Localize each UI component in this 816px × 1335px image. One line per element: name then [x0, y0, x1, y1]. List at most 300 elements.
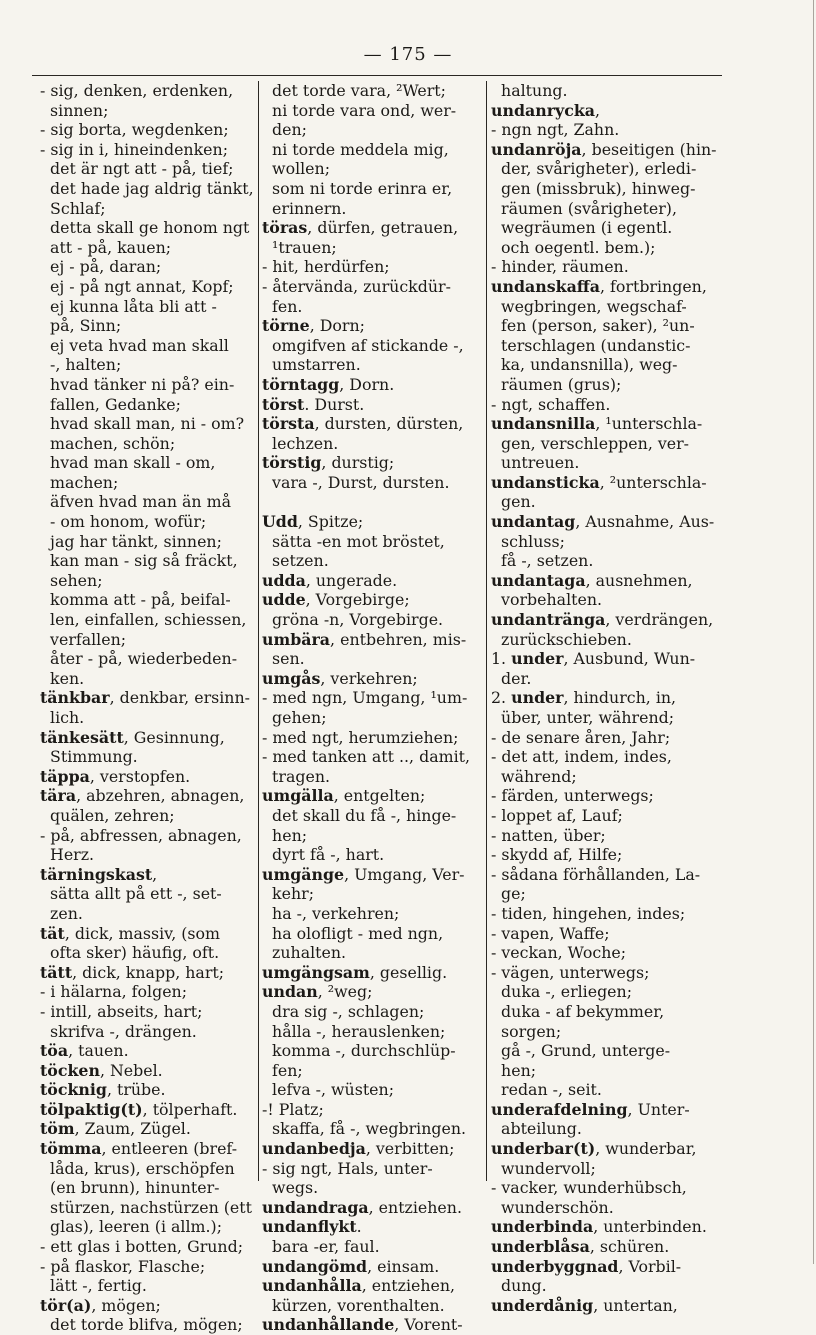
dictionary-line: [491, 826, 733, 846]
dictionary-entry: [491, 1237, 733, 1257]
definition-text: der.: [491, 668, 532, 688]
definition-text: ni torde vara ond, wer-: [262, 100, 457, 120]
dictionary-line: [262, 1159, 484, 1179]
dictionary-line: [491, 728, 733, 748]
definition-text: , ²weg;: [317, 982, 373, 1002]
dictionary-entry: [491, 1257, 733, 1277]
dictionary-line: [491, 453, 733, 473]
headword: under: [511, 688, 564, 708]
headword: undansnilla: [491, 414, 596, 434]
definition-text: hen;: [262, 825, 308, 845]
dictionary-entry: [491, 571, 733, 591]
dictionary-line: [491, 375, 733, 395]
dictionary-line: [491, 1022, 733, 1042]
dictionary-line: [491, 1119, 733, 1139]
definition-text: lich.: [40, 708, 85, 727]
dictionary-line: [491, 120, 733, 140]
definition-text: glas), leeren (i allm.);: [40, 1217, 223, 1237]
dictionary-line: [262, 845, 484, 865]
dictionary-line: [491, 1061, 733, 1081]
dictionary-line: [491, 218, 733, 238]
definition-text: , ausnehmen,: [585, 570, 693, 590]
definition-text: wollen;: [262, 159, 331, 179]
dictionary-entry: [262, 375, 484, 395]
headword: undanbedja: [262, 1139, 366, 1159]
definition-text: omgifven af stickande -,: [262, 335, 464, 355]
dictionary-entry: [262, 414, 484, 434]
definition-text: , untertan,: [593, 1295, 678, 1315]
dictionary-line: [262, 238, 484, 258]
dictionary-entry: [40, 728, 262, 748]
definition-text: fen;: [262, 1060, 303, 1080]
definition-text: setzen.: [262, 551, 329, 571]
headword: umgås: [262, 668, 321, 688]
dictionary-line: [262, 1296, 484, 1316]
dictionary-line: [491, 924, 733, 944]
definition-text: , gesellig.: [369, 962, 448, 982]
dictionary-column-2: [262, 81, 484, 1335]
dictionary-entry: [40, 1080, 262, 1100]
dictionary-line: [491, 316, 733, 336]
definition-text: , Vorbil-: [618, 1256, 682, 1276]
dictionary-column-3: [491, 81, 733, 1315]
dictionary-entry: [262, 590, 484, 610]
headword: töcken: [40, 1060, 100, 1080]
definition-text: gehen;: [262, 708, 327, 727]
definition-text: - med tanken att .., damit,: [262, 747, 471, 767]
headword: törstig: [262, 453, 322, 473]
dictionary-line: [262, 277, 484, 297]
definition-text: - ett glas i botten, Grund;: [40, 1237, 244, 1257]
headword: undanrycka: [491, 100, 596, 120]
definition-text: - ngt, schaffen.: [491, 394, 611, 414]
definition-text: zuhalten.: [262, 943, 347, 963]
definition-text: - med ngn, Umgang, ¹um-: [262, 688, 468, 708]
dictionary-entry: [262, 669, 484, 689]
dictionary-line: [40, 884, 262, 904]
dictionary-line: [40, 669, 262, 689]
dictionary-line: [262, 826, 484, 846]
dictionary-line: [262, 159, 484, 179]
definition-text: låda, krus), erschöpfen: [40, 1158, 235, 1178]
dictionary-line: [262, 532, 484, 552]
dictionary-line: [40, 943, 262, 963]
definition-text: fen (person, saker), ²un-: [491, 316, 695, 336]
headword: Udd: [262, 512, 298, 532]
definition-text: - om honom, wofür;: [40, 512, 207, 532]
definition-text: , Ausbund, Wun-: [563, 649, 696, 669]
definition-text: ni torde meddela mig,: [262, 139, 449, 159]
definition-text: detta skall ge honom ngt: [40, 218, 250, 238]
definition-text: , mögen;: [91, 1295, 161, 1315]
definition-text: machen, schön;: [40, 433, 176, 453]
dictionary-entry: [491, 1296, 733, 1316]
dictionary-line: [262, 1022, 484, 1042]
definition-text: , tauen.: [68, 1041, 129, 1061]
dictionary-line: [262, 924, 484, 944]
definition-text: , Ausnahme, Aus-: [575, 512, 715, 532]
definition-text: haltung.: [491, 81, 568, 100]
definition-text: fallen, Gedanke;: [40, 394, 181, 414]
dictionary-line: [40, 708, 262, 728]
dictionary-line: [491, 395, 733, 415]
definition-text: fen.: [262, 296, 303, 316]
definition-text: duka -, erliegen;: [491, 982, 633, 1002]
header-rule: [32, 75, 722, 76]
definition-text: , abzehren, abnagen,: [76, 786, 245, 806]
definition-text: ka, undansnilla), weg-: [491, 355, 678, 375]
definition-text: komma att - på, beifal-: [40, 590, 231, 610]
definition-text: umstarren.: [262, 355, 361, 375]
definition-text: - intill, abseits, hart;: [40, 1001, 203, 1021]
definition-text: , fortbringen,: [600, 276, 707, 296]
dictionary-line: [491, 630, 733, 650]
headword: undan: [262, 982, 318, 1002]
headword: törsta: [262, 414, 315, 434]
headword: tät: [40, 923, 65, 943]
dictionary-entry: [491, 610, 733, 630]
definition-text: gen, verschleppen, ver-: [491, 433, 690, 453]
dictionary-line: [491, 551, 733, 571]
dictionary-line: [40, 532, 262, 552]
headword: undanflykt: [262, 1217, 357, 1237]
definition-text: tragen.: [262, 766, 331, 786]
definition-text: , entziehen,: [361, 1276, 456, 1296]
dictionary-entry: [40, 1139, 262, 1159]
definition-text: während;: [491, 766, 577, 786]
dictionary-entry: [262, 1139, 484, 1159]
sense-number: 2.: [491, 688, 512, 708]
dictionary-line: [491, 355, 733, 375]
dictionary-entry: [40, 963, 262, 983]
dictionary-line: [491, 1041, 733, 1061]
dictionary-line: [262, 943, 484, 963]
definition-text: . Durst.: [304, 394, 365, 414]
dictionary-line: [40, 1002, 262, 1022]
definition-text: , Unter-: [627, 1099, 690, 1119]
dictionary-line: [262, 120, 484, 140]
headword: umbära: [262, 629, 331, 649]
dictionary-entry: [40, 1100, 262, 1120]
definition-text: - det att, indem, indes,: [491, 747, 672, 767]
definition-text: - sig borta, wegdenken;: [40, 120, 229, 140]
dictionary-line: [262, 257, 484, 277]
definition-text: ¹trauen;: [262, 237, 337, 257]
definition-text: , entziehen.: [368, 1197, 462, 1217]
definition-text: hvad skall man, ni - om?: [40, 414, 245, 434]
definition-text: wundervoll;: [491, 1158, 596, 1178]
definition-text: über, unter, während;: [491, 708, 675, 727]
dictionary-line: [491, 492, 733, 512]
dictionary-entry: [40, 1061, 262, 1081]
definition-text: - skydd af, Hilfe;: [491, 845, 623, 865]
definition-text: len, einfallen, schiessen,: [40, 610, 247, 630]
definition-text: , entleeren (bref-: [101, 1139, 238, 1159]
dictionary-line: [40, 649, 262, 669]
dictionary-line: [40, 590, 262, 610]
dictionary-entry: [40, 767, 262, 787]
definition-text: verfallen;: [40, 629, 127, 649]
definition-text: bara -er, faul.: [262, 1237, 380, 1257]
dictionary-line: [40, 336, 262, 356]
definition-text: , tölperhaft.: [142, 1099, 238, 1119]
dictionary-line: [491, 1198, 733, 1218]
dictionary-entry: [262, 1198, 484, 1218]
definition-text: ge;: [491, 884, 526, 904]
definition-text: , Nebel.: [99, 1060, 163, 1080]
dictionary-line: [262, 688, 484, 708]
definition-text: vorbehalten.: [491, 590, 603, 610]
definition-text: det skall du få -, hinge-: [262, 805, 457, 825]
definition-text: skaffa, få -, wegbringen.: [262, 1119, 467, 1139]
definition-text: få -, setzen.: [491, 551, 594, 571]
dictionary-line: [491, 747, 733, 767]
definition-text: det är ngt att - på, tief;: [40, 159, 234, 179]
headword: töa: [40, 1041, 69, 1061]
definition-text: - tiden, hingehen, indes;: [491, 903, 686, 923]
definition-text: quälen, zehren;: [40, 805, 175, 825]
dictionary-line: [40, 120, 262, 140]
dictionary-line: [491, 865, 733, 885]
definition-text: - sig in i, hineindenken;: [40, 139, 229, 159]
definition-text: schluss;: [491, 531, 565, 551]
definition-text: , ¹unterschla-: [595, 414, 703, 434]
headword: underbar(t): [491, 1139, 596, 1159]
definition-text: äfven hvad man än må: [40, 492, 232, 512]
dictionary-line: [262, 904, 484, 924]
definition-text: lefva -, wüsten;: [262, 1080, 395, 1100]
dictionary-line: [40, 492, 262, 512]
definition-text: , verstopfen.: [89, 766, 191, 786]
definition-text: hvad tänker ni på? ein-: [40, 374, 235, 394]
definition-text: räumen (grus);: [491, 374, 622, 394]
definition-text: , einsam.: [367, 1256, 440, 1276]
dictionary-line: [40, 747, 262, 767]
headword: underafdelning: [491, 1099, 628, 1119]
dictionary-line: [40, 316, 262, 336]
definition-text: stürzen, nachstürzen (ett: [40, 1197, 252, 1217]
dictionary-line: [491, 845, 733, 865]
dictionary-line: [491, 1002, 733, 1022]
dictionary-line: [262, 140, 484, 160]
headword: underdånig: [491, 1295, 594, 1315]
dictionary-entry: [491, 1217, 733, 1237]
dictionary-line: [262, 434, 484, 454]
dictionary-entry: [491, 512, 733, 532]
definition-text: sen.: [262, 649, 305, 669]
headword: undansticka: [491, 472, 600, 492]
definition-text: dra sig -, schlagen;: [262, 1001, 425, 1021]
definition-text: Schlaf;: [40, 198, 106, 218]
definition-text: - på, abfressen, abnagen,: [40, 825, 242, 845]
definition-text: sorgen;: [491, 1021, 562, 1041]
definition-text: , Spitze;: [297, 512, 364, 532]
definition-text: , entgelten;: [333, 786, 426, 806]
dictionary-line: [491, 963, 733, 983]
dictionary-entry: [262, 786, 484, 806]
dictionary-entry: [40, 924, 262, 944]
definition-text: .: [356, 1217, 362, 1237]
dictionary-line: [262, 767, 484, 787]
definition-text: komma -, durchschlüp-: [262, 1041, 456, 1061]
dictionary-entry: [40, 1119, 262, 1139]
dictionary-line: [40, 1315, 262, 1335]
headword: underbyggnad: [491, 1256, 619, 1276]
dictionary-line: [262, 492, 484, 512]
definition-text: , denkbar, ersinn-: [109, 688, 250, 708]
dictionary-line: [491, 159, 733, 179]
dictionary-line: [262, 1178, 484, 1198]
definition-text: ,: [152, 864, 158, 884]
dictionary-entry: [262, 512, 484, 532]
dictionary-line: [40, 1276, 262, 1296]
headword: törntagg: [262, 374, 340, 394]
definition-text: wunderschön.: [491, 1197, 614, 1217]
headword: tänkesätt: [40, 727, 124, 747]
definition-text: , Vorent-: [394, 1315, 463, 1335]
definition-text: på, Sinn;: [40, 316, 122, 336]
definition-text: Herz.: [40, 845, 95, 865]
dictionary-line: [40, 845, 262, 865]
dictionary-line: [491, 434, 733, 454]
dictionary-line: [491, 238, 733, 258]
dictionary-line: [491, 297, 733, 317]
dictionary-line: [40, 1022, 262, 1042]
definition-text: dung.: [491, 1276, 547, 1296]
headword: undangömd: [262, 1256, 368, 1276]
dictionary-entry: [262, 1315, 484, 1335]
definition-text: hen;: [491, 1060, 537, 1080]
definition-text: - sig ngt, Hals, unter-: [262, 1158, 433, 1178]
dictionary-line: [262, 551, 484, 571]
dictionary-entry: [262, 630, 484, 650]
headword: undanröja: [491, 139, 582, 159]
headword: under: [511, 649, 564, 669]
headword: umgälla: [262, 786, 334, 806]
definition-text: , trübe.: [106, 1080, 166, 1100]
headword: undanskaffa: [491, 276, 601, 296]
definition-text: - ngn ngt, Zahn.: [491, 120, 620, 140]
definition-text: , Zaum, Zügel.: [74, 1119, 191, 1139]
sense-number: 1.: [491, 649, 512, 669]
headword: tära: [40, 786, 77, 806]
headword: töcknig: [40, 1080, 107, 1100]
page-number: — 175 —: [363, 44, 453, 65]
dictionary-line: [40, 199, 262, 219]
definition-text: , ungerade.: [305, 570, 398, 590]
definition-text: kehr;: [262, 884, 315, 904]
dictionary-line: [40, 179, 262, 199]
definition-text: (en brunn), hinunter-: [40, 1178, 220, 1198]
definition-text: det torde vara, ²Wert;: [262, 81, 446, 100]
dictionary-entry: [491, 1139, 733, 1159]
definition-text: , Vorgebirge;: [305, 590, 410, 610]
definition-text: , dick, massiv, (som: [64, 923, 221, 943]
definition-text: , durstig;: [321, 453, 395, 473]
definition-text: , dürfen, getrauen,: [307, 218, 459, 238]
definition-text: ej veta hvad man skall: [40, 335, 229, 355]
dictionary-line: [40, 1257, 262, 1277]
definition-text: - i hälarna, folgen;: [40, 982, 188, 1002]
dictionary-line: [491, 1159, 733, 1179]
definition-text: -, halten;: [40, 355, 122, 375]
definition-text: - veckan, Woche;: [491, 943, 627, 963]
headword: tör(a): [40, 1295, 92, 1315]
dictionary-line: [262, 81, 484, 101]
definition-text: , dursten, dürsten,: [314, 414, 464, 434]
dictionary-line: [491, 532, 733, 552]
dictionary-line: [40, 610, 262, 630]
dictionary-line: [491, 884, 733, 904]
dictionary-entry: [262, 395, 484, 415]
dictionary-line: [40, 982, 262, 1002]
headword: umgängsam: [262, 962, 370, 982]
definition-text: - vägen, unterwegs;: [491, 962, 650, 982]
dictionary-line: [40, 81, 262, 101]
definition-text: , verbitten;: [365, 1139, 455, 1159]
definition-text: terschlagen (undanstic-: [491, 335, 691, 355]
dictionary-entry: [491, 277, 733, 297]
dictionary-entry: [40, 786, 262, 806]
dictionary-line: [40, 1159, 262, 1179]
definition-text: , unterbinden.: [593, 1217, 707, 1237]
dictionary-line: [40, 101, 262, 121]
definition-text: , entbehren, mis-: [330, 629, 467, 649]
definition-text: , dick, knapp, hart;: [72, 962, 225, 982]
definition-text: - natten, über;: [491, 825, 606, 845]
dictionary-line: [262, 610, 484, 630]
dictionary-line: [262, 884, 484, 904]
dictionary-entry: [262, 865, 484, 885]
definition-text: ken.: [40, 668, 85, 688]
dictionary-line: [262, 1080, 484, 1100]
definition-text: - loppet af, Lauf;: [491, 805, 623, 825]
definition-text: - hit, herdürfen;: [262, 257, 390, 277]
dictionary-line: [491, 767, 733, 787]
headword: undantaga: [491, 570, 586, 590]
definition-text: , Dorn.: [339, 374, 395, 394]
definition-text: , wunderbar,: [595, 1139, 697, 1159]
headword: tölpaktig(t): [40, 1099, 143, 1119]
dictionary-line: [40, 1217, 262, 1237]
headword: undantag: [491, 512, 576, 532]
definition-text: hålla -, herauslenken;: [262, 1021, 446, 1041]
definition-text: kürzen, vorenthalten.: [262, 1295, 445, 1315]
headword: udde: [262, 590, 306, 610]
dictionary-line: [40, 1237, 262, 1257]
dictionary-line: [40, 414, 262, 434]
definition-text: räumen (svårigheter),: [491, 198, 677, 218]
dictionary-line: [40, 473, 262, 493]
definition-text: wegs.: [262, 1178, 319, 1198]
dictionary-line: [40, 395, 262, 415]
dictionary-line: [491, 179, 733, 199]
dictionary-line: [40, 297, 262, 317]
definition-text: , Gesinnung,: [123, 727, 225, 747]
definition-text: den;: [262, 120, 307, 140]
definition-text: gå -, Grund, unterge-: [491, 1041, 671, 1061]
dictionary-line: [491, 336, 733, 356]
headword: underbinda: [491, 1217, 594, 1237]
dictionary-line: [262, 1041, 484, 1061]
definition-text: hvad man skall - om,: [40, 453, 216, 473]
dictionary-line: [262, 649, 484, 669]
dictionary-line: [491, 590, 733, 610]
dictionary-line: [262, 473, 484, 493]
dictionary-line: [40, 512, 262, 532]
definition-text: åter - på, wiederbeden-: [40, 649, 238, 669]
definition-text: sehen;: [40, 570, 103, 590]
